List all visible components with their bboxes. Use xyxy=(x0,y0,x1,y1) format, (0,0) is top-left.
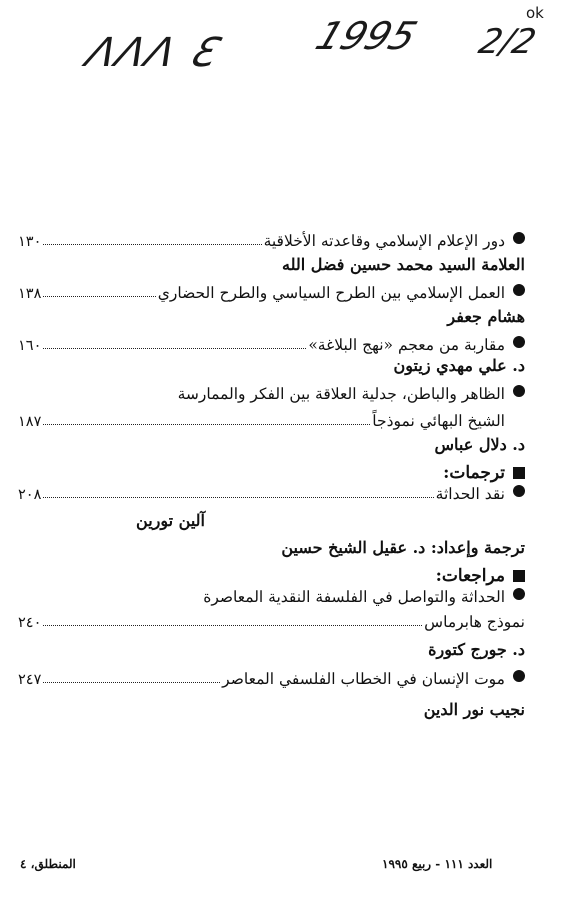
dot-leader xyxy=(43,497,433,498)
dot-leader xyxy=(43,424,370,425)
entry-title: مقاربة من معجم «نهج البلاغة» xyxy=(308,336,505,354)
handwritten-year: 1995 xyxy=(309,14,423,58)
entry-page: ٢٤٠ xyxy=(18,615,42,631)
toc-entry[interactable] xyxy=(18,479,525,503)
square-bullet-icon xyxy=(513,570,525,582)
entry-title: الظاهر والباطن، جدلية العلاقة بين الفكر والممارسة xyxy=(177,385,505,403)
entry-author: د. جورج كتورة xyxy=(428,640,525,659)
dot-leader xyxy=(43,625,422,626)
entry-title: الحداثة والتواصل في الفلسفة النقدية المعاصرة xyxy=(203,588,505,606)
entry-author: نجيب نور الدين xyxy=(423,700,525,719)
entry-title-continued: نموذج هابرماس xyxy=(424,613,525,631)
dot-leader xyxy=(43,244,261,245)
toc-entry[interactable] xyxy=(18,330,525,354)
entry-page: ٢٤٧ xyxy=(18,672,42,688)
dot-leader xyxy=(43,682,220,683)
handwritten-number: ΛΛΛ Ɛ xyxy=(80,30,225,76)
entry-translator: ترجمة وإعداد: د. عقيل الشيخ حسين xyxy=(281,538,525,557)
entry-title: موت الإنسان في الخطاب الفلسفي المعاصر xyxy=(222,670,505,688)
entry-page: ١٦٠ xyxy=(18,338,42,354)
section-title: ترجمات: xyxy=(443,463,505,483)
bullet-icon xyxy=(513,336,525,348)
bullet-icon xyxy=(513,485,525,497)
entry-page: ١٣٠ xyxy=(18,234,42,250)
handwritten-fraction: 2/2 xyxy=(474,22,541,62)
section-title: مراجعات: xyxy=(435,566,505,586)
entry-author: هشام جعفر xyxy=(447,307,525,326)
toc-entry[interactable] xyxy=(18,226,525,250)
entry-title: العمل الإسلامي بين الطرح السياسي والطرح الحضاري xyxy=(157,284,505,302)
square-bullet-icon xyxy=(513,467,525,479)
entry-author: آلين تورين xyxy=(136,511,205,530)
toc-entry[interactable] xyxy=(18,379,525,403)
entry-author: العلامة السيد محمد حسين فضل الله xyxy=(282,255,525,274)
handwritten-ok: ok xyxy=(526,4,544,22)
entry-title: دور الإعلام الإسلامي وقاعدته الأخلاقية xyxy=(263,232,505,250)
entry-page: ١٣٨ xyxy=(18,286,42,302)
toc-entry[interactable] xyxy=(18,582,525,606)
footer-issue: العدد ١١١ - ربيع ١٩٩٥ xyxy=(382,857,493,871)
bullet-icon xyxy=(513,588,525,600)
entry-title: نقد الحداثة xyxy=(435,485,505,503)
toc-entry[interactable] xyxy=(18,664,525,688)
toc-entry-continued[interactable] xyxy=(18,406,525,430)
footer-journal: المنطلق، ٤ xyxy=(20,857,76,871)
toc-entry-continued[interactable] xyxy=(18,607,525,631)
entry-title-continued: الشيخ البهائي نموذجاً xyxy=(372,412,505,430)
entry-author: د. دلال عباس xyxy=(434,435,525,454)
bullet-icon xyxy=(513,670,525,682)
entry-page: ٢٠٨ xyxy=(18,487,42,503)
bullet-icon xyxy=(513,385,525,397)
toc-entry[interactable] xyxy=(18,278,525,302)
bullet-icon xyxy=(513,232,525,244)
entry-author: د. علي مهدي زيتون xyxy=(393,356,525,375)
dot-leader xyxy=(43,296,155,297)
bullet-icon xyxy=(513,284,525,296)
entry-page: ١٨٧ xyxy=(18,414,42,430)
dot-leader xyxy=(43,348,306,349)
